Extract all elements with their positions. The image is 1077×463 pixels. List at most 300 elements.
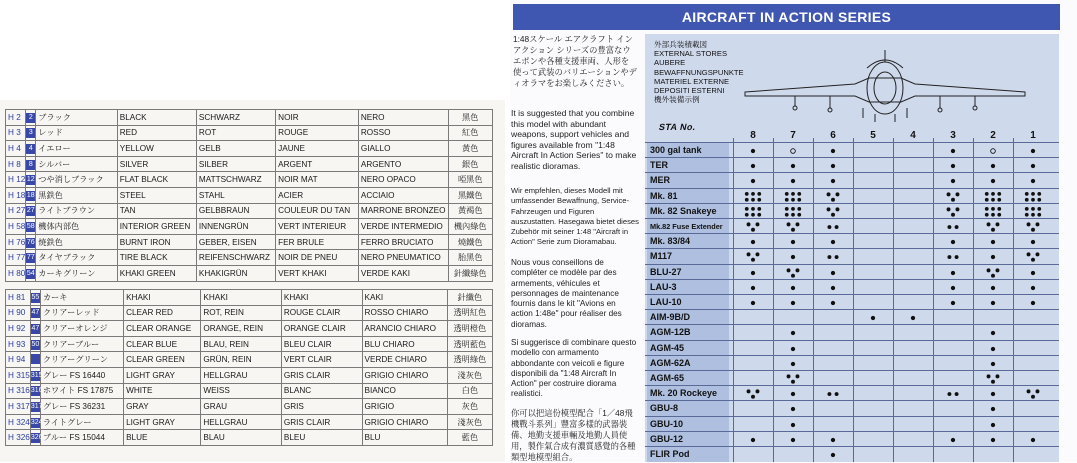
paint-name-zh: 灰色 (447, 399, 492, 415)
load-mark-dot (1013, 295, 1053, 310)
paint-code: H 2 (6, 110, 26, 126)
station-cell (973, 447, 1013, 462)
paint-name-fr: VERT INTERIEUR (276, 219, 359, 235)
load-mark-two (933, 219, 973, 234)
station-cell (1013, 432, 1053, 447)
station-cell (773, 310, 813, 325)
stores-row (645, 385, 1059, 400)
load-mark-two (933, 249, 973, 264)
load-mark-dot (973, 417, 1013, 432)
station-cell (933, 265, 973, 280)
load-mark-six (773, 204, 813, 219)
load-mark-three (973, 219, 1013, 234)
paint-name-it: ARGENTO (358, 156, 448, 172)
station-cell (853, 280, 893, 295)
station-cell (853, 158, 893, 173)
store-label: AGM-45 (647, 341, 729, 356)
paint-name-jp: クリアーオレンジ (40, 321, 123, 337)
station-cell (773, 234, 813, 249)
stores-row (645, 264, 1059, 279)
load-mark-three (1013, 249, 1053, 264)
paint-name-it: KAKI (362, 290, 447, 306)
swatch-cell (30, 414, 43, 430)
paint-name-de: HELLGRAU (201, 367, 281, 383)
paint-name-zh: 銀色 (448, 156, 493, 172)
load-mark-dot (973, 158, 1013, 173)
station-cell (773, 432, 813, 447)
station-cell (773, 265, 813, 280)
station-cell (813, 356, 853, 371)
swatch-cell (26, 250, 36, 266)
paint-name-de: BLAU, REIN (201, 336, 281, 352)
station-cell (733, 295, 773, 310)
paint-name-de: HELLGRAU (201, 414, 281, 430)
intro-german: Wir empfehlen, dieses Modell mit umfassender Bewaffnung, Service-Fahrzeugen und Figuren auszustatten. Hasegawa bietet dieses Zubehör mit seiner 1:48 "Aircraft in Action" Serie zum Dioramabau. (511, 186, 639, 247)
station-cell (973, 280, 1013, 295)
station-cell (893, 356, 933, 371)
paint-code: H 58 (6, 219, 26, 235)
load-mark-six (733, 204, 773, 219)
paint-row (6, 305, 493, 321)
station-cell (733, 341, 773, 356)
station-cell (1013, 447, 1053, 462)
station-cell (1013, 234, 1053, 249)
station-cell (773, 204, 813, 219)
paint-name-fr: NOIR DE PNEU (276, 250, 359, 266)
paint-name-fr: ARGENT (276, 156, 359, 172)
load-mark-dot (1013, 280, 1053, 295)
paint-row (6, 265, 493, 281)
station-cell (933, 386, 973, 401)
station-cell (1013, 265, 1053, 280)
paint-code: H 317 (6, 399, 31, 415)
station-cell (733, 265, 773, 280)
station-cell (933, 219, 973, 234)
load-mark-dot (813, 447, 853, 462)
paint-name-it: NERO (358, 110, 448, 126)
paint-name-zh: 黑鐵色 (448, 187, 493, 203)
paint-name-zh: 透明綠色 (447, 352, 492, 368)
paint-code: H 76 (6, 234, 26, 250)
station-cell (973, 386, 1013, 401)
swatch-cell (26, 265, 36, 281)
paint-name-zh: 淺灰色 (447, 414, 492, 430)
paint-name-zh: 紅色 (448, 125, 493, 141)
paint-name-it: ACCIAIO (358, 187, 448, 203)
load-mark-two (813, 386, 853, 401)
station-cell (1013, 310, 1053, 325)
paint-name-en: BURNT IRON (117, 234, 196, 250)
paint-name-zh: 藍色 (447, 430, 492, 446)
station-cell (813, 371, 853, 386)
station-cell (973, 158, 1013, 173)
station-cell (813, 234, 853, 249)
paint-name-zh: 透明紅色 (447, 305, 492, 321)
paint-name-jp: グレー FS 36231 (40, 399, 123, 415)
station-cell (893, 432, 933, 447)
load-mark-two (813, 249, 853, 264)
paint-name-fr: VERT KHAKI (276, 265, 359, 281)
load-mark-dot (773, 234, 813, 249)
paint-name-zh: 啞黑色 (448, 172, 493, 188)
station-cell (973, 417, 1013, 432)
swatch-number: 27 (26, 207, 35, 215)
station-cell (1013, 356, 1053, 371)
paint-name-de: BLAU (201, 430, 281, 446)
load-mark-dot (773, 173, 813, 188)
station-cell (893, 158, 933, 173)
paint-name-jp: クリアーグリーン (40, 352, 123, 368)
station-cell (933, 189, 973, 204)
paint-table-secondary (5, 289, 493, 446)
load-mark-dot (733, 265, 773, 280)
station-cell (973, 143, 1013, 158)
paint-row (6, 110, 493, 126)
paint-name-zh: 黑色 (448, 110, 493, 126)
station-cell (773, 386, 813, 401)
load-mark-dot (973, 356, 1013, 371)
paint-name-de: GRAU (201, 399, 281, 415)
station-cell (733, 173, 773, 188)
paint-name-jp: シルバー (36, 156, 117, 172)
station-cell (893, 219, 933, 234)
paint-row (6, 352, 493, 368)
load-mark-dot (973, 386, 1013, 401)
station-cell (853, 325, 893, 340)
stores-row (645, 248, 1059, 263)
paint-name-jp: クリアーレッド (40, 305, 123, 321)
paint-name-en: LIGHT GRAY (124, 367, 201, 383)
stores-row (645, 324, 1059, 339)
station-cell (933, 173, 973, 188)
load-mark-dot (973, 280, 1013, 295)
paint-name-it: GRIGIO CHIARO (362, 414, 447, 430)
swatch-number: 324 (30, 418, 43, 426)
load-mark-dot (973, 173, 1013, 188)
stores-row (645, 416, 1059, 431)
station-cell (893, 280, 933, 295)
swatch-number: 315 (30, 371, 43, 379)
station-cell (933, 356, 973, 371)
store-label: MER (647, 173, 729, 188)
station-cell (893, 310, 933, 325)
paint-name-it: BIANCO (362, 383, 447, 399)
paint-name-zh: 機內綠色 (448, 219, 493, 235)
station-cell (933, 143, 973, 158)
load-mark-dot (893, 310, 933, 325)
load-mark-dot (733, 158, 773, 173)
paint-name-zh: 黃褐色 (448, 203, 493, 219)
stores-row (645, 370, 1059, 385)
paint-table-primary (5, 109, 493, 282)
station-cell (933, 371, 973, 386)
intro-italian: Si suggerisce di combinare questo modello con armamento abbondante con veicoli e figure disponibili da "1:48 Aircraft In Action" per costruire diorama realistici. (511, 338, 637, 399)
station-cell (1013, 173, 1053, 188)
paint-name-zh: 黃色 (448, 141, 493, 157)
paint-name-de: SILBER (196, 156, 275, 172)
station-cell (813, 341, 853, 356)
load-mark-dot (933, 143, 973, 158)
paint-name-fr: FER BRULE (276, 234, 359, 250)
paint-name-jp: カーキ (40, 290, 123, 306)
paint-name-fr: BLANC (281, 383, 362, 399)
store-label: M117 (647, 249, 729, 264)
load-mark-dot (813, 280, 853, 295)
load-mark-dot (773, 158, 813, 173)
load-mark-three (933, 189, 973, 204)
station-cell (933, 204, 973, 219)
paint-name-zh: 針纖綠色 (448, 265, 493, 281)
station-cell (773, 295, 813, 310)
station-number: 6 (830, 130, 836, 141)
station-cell (853, 249, 893, 264)
paint-name-en: TAN (117, 203, 196, 219)
paint-name-en: INTERIOR GREEN (117, 219, 196, 235)
station-cell (893, 417, 933, 432)
station-cell (853, 417, 893, 432)
paint-code: H 315 (6, 367, 31, 383)
paint-name-de: KHAKIGRÜN (196, 265, 275, 281)
paint-name-en: SILVER (117, 156, 196, 172)
store-label: Mk. 82 Snakeye (647, 204, 729, 219)
station-cell (1013, 204, 1053, 219)
station-cell (933, 249, 973, 264)
station-cell (773, 356, 813, 371)
load-mark-dot (773, 341, 813, 356)
stores-row (645, 188, 1059, 203)
station-cell (813, 249, 853, 264)
swatch-cell (30, 399, 43, 415)
load-mark-dot (1013, 143, 1053, 158)
swatch-number: 50 (31, 340, 40, 348)
paint-code: H 3 (6, 125, 26, 141)
load-mark-dot (733, 234, 773, 249)
paint-name-de: GELB (196, 141, 275, 157)
paint-name-jp: 黒鉄色 (36, 187, 117, 203)
paint-name-de: REIFENSCHWARZ (196, 250, 275, 266)
station-cell (773, 325, 813, 340)
load-mark-dot (1013, 158, 1053, 173)
load-mark-six (773, 189, 813, 204)
station-cell (973, 265, 1013, 280)
load-mark-dot (813, 143, 853, 158)
paint-name-it: FERRO BRUCIATO (358, 234, 448, 250)
paint-row (6, 141, 493, 157)
load-mark-dot (973, 341, 1013, 356)
stores-row (645, 233, 1059, 248)
paint-name-fr: ORANGE CLAIR (281, 321, 362, 337)
paint-row (6, 399, 493, 415)
load-mark-three (1013, 386, 1053, 401)
station-cell (733, 249, 773, 264)
paint-name-jp: カーキグリーン (36, 265, 117, 281)
paint-code: H 81 (6, 290, 31, 306)
station-cell (933, 432, 973, 447)
swatch-number: 58 (26, 222, 35, 230)
station-cell (893, 204, 933, 219)
store-label: LAU-3 (647, 280, 729, 295)
swatch-number: 2 (26, 113, 35, 123)
load-mark-dot (813, 265, 853, 280)
stores-row (645, 279, 1059, 294)
paint-name-de: GRÜN, REIN (201, 352, 281, 368)
paint-name-en: BLACK (117, 110, 196, 126)
paint-name-en: LIGHT GRAY (124, 414, 201, 430)
paint-code: H 92 (6, 321, 31, 337)
store-label: AGM-12B (647, 325, 729, 340)
load-mark-six (1013, 189, 1053, 204)
swatch-cell (26, 141, 36, 157)
load-mark-dot (853, 310, 893, 325)
load-mark-circle (773, 143, 813, 158)
swatch-number: 76 (26, 238, 35, 246)
station-cell (893, 234, 933, 249)
paint-name-zh: 針纖色 (447, 290, 492, 306)
station-cell (973, 325, 1013, 340)
stores-row (645, 294, 1059, 309)
station-number: 8 (750, 130, 756, 141)
paint-code: H 18 (6, 187, 26, 203)
store-label: Mk. 83/84 (647, 234, 729, 249)
load-mark-dot (933, 158, 973, 173)
paint-name-jp: ブラック (36, 110, 117, 126)
station-cell (893, 189, 933, 204)
load-mark-dot (933, 234, 973, 249)
station-cell (893, 249, 933, 264)
paint-row (6, 156, 493, 172)
paint-name-jp: ブルー FS 15044 (40, 430, 123, 446)
paint-name-zh: 胎黑色 (448, 250, 493, 266)
stores-header-line: EXTERNAL STORES (654, 49, 728, 59)
paint-name-it: NERO OPACO (358, 172, 448, 188)
load-mark-dot (733, 280, 773, 295)
station-cell (813, 447, 853, 462)
load-mark-three (933, 204, 973, 219)
paint-name-en: FLAT BLACK (117, 172, 196, 188)
station-cell (1013, 401, 1053, 416)
paint-code: H 27 (6, 203, 26, 219)
paint-name-jp: ライトグレー (40, 414, 123, 430)
paint-name-en: TIRE BLACK (117, 250, 196, 266)
paint-name-de: SCHWARZ (196, 110, 275, 126)
swatch-cell (26, 234, 36, 250)
station-cell (973, 173, 1013, 188)
store-label: BLU-27 (647, 265, 729, 280)
station-cell (973, 310, 1013, 325)
intro-french: Nous vous conseillons de compléter ce modèle par des armements, véhicules et personnages de maintenance fournis dans le kit "Avions en action 1:48e" pour réaliser des dioramas. (511, 258, 622, 329)
station-cell (973, 432, 1013, 447)
paint-row (6, 414, 493, 430)
station-cell (853, 189, 893, 204)
station-cell (773, 249, 813, 264)
load-mark-dot (813, 295, 853, 310)
station-cell (733, 143, 773, 158)
paint-name-en: CLEAR GREEN (124, 352, 201, 368)
station-cell (933, 325, 973, 340)
station-cell (933, 158, 973, 173)
paint-row (6, 219, 493, 235)
station-number: 3 (950, 130, 956, 141)
station-cell (1013, 417, 1053, 432)
station-cell (1013, 371, 1053, 386)
stores-header (654, 40, 744, 104)
station-cell (773, 219, 813, 234)
paint-name-fr: ACIER (276, 187, 359, 203)
station-cell (733, 371, 773, 386)
paint-name-en: CLEAR ORANGE (124, 321, 201, 337)
paint-name-zh: 透明藍色 (447, 336, 492, 352)
stores-row (645, 309, 1059, 324)
station-cell (813, 325, 853, 340)
station-cell (933, 280, 973, 295)
station-cell (973, 295, 1013, 310)
station-cell (813, 417, 853, 432)
paint-name-zh: 透明橙色 (447, 321, 492, 337)
paint-name-fr: GRIS (281, 399, 362, 415)
paint-name-de: INNENGRÜN (196, 219, 275, 235)
paint-name-fr: BLEU (281, 430, 362, 446)
station-cell (733, 386, 773, 401)
stores-chart (645, 116, 1059, 462)
paint-name-de: ROT (196, 125, 275, 141)
load-mark-dot (933, 280, 973, 295)
stores-row (645, 355, 1059, 370)
load-mark-six (1013, 204, 1053, 219)
store-label: GBU-8 (647, 401, 729, 416)
stores-row (645, 203, 1059, 218)
load-mark-dot (733, 173, 773, 188)
station-cell (773, 280, 813, 295)
station-cell (813, 143, 853, 158)
station-cell (1013, 189, 1053, 204)
paint-name-en: CLEAR BLUE (124, 336, 201, 352)
paint-name-de: GEBER, EISEN (196, 234, 275, 250)
stores-row (645, 340, 1059, 355)
paint-code: H 77 (6, 250, 26, 266)
paint-name-it: GRIGIO (362, 399, 447, 415)
station-cell (773, 417, 813, 432)
paint-name-it: ROSSO (358, 125, 448, 141)
paint-name-de: MATTSCHWARZ (196, 172, 275, 188)
station-number: 4 (910, 130, 916, 141)
load-mark-dot (733, 432, 773, 447)
station-cell (893, 265, 933, 280)
station-cell (893, 341, 933, 356)
station-cell (773, 341, 813, 356)
paint-row (6, 172, 493, 188)
paint-row (6, 187, 493, 203)
paint-name-de: ORANGE, REIN (201, 321, 281, 337)
station-cell (853, 173, 893, 188)
swatch-number: 18 (26, 191, 35, 199)
paint-name-fr: KHAKI (281, 290, 362, 306)
store-label: 300 gal tank (647, 143, 729, 158)
swatch-cell (26, 156, 36, 172)
store-label: Mk.82 Fuse Extender (647, 219, 729, 234)
paint-name-it: VERDE CHIARO (362, 352, 447, 368)
paint-name-de: WEISS (201, 383, 281, 399)
station-cell (853, 356, 893, 371)
station-cell (733, 234, 773, 249)
station-cell (1013, 341, 1053, 356)
load-mark-dot (773, 417, 813, 432)
stores-row (645, 431, 1059, 446)
load-mark-dot (1013, 173, 1053, 188)
paint-row (6, 290, 493, 306)
station-cell (773, 158, 813, 173)
load-mark-dot (773, 356, 813, 371)
station-cell (733, 356, 773, 371)
